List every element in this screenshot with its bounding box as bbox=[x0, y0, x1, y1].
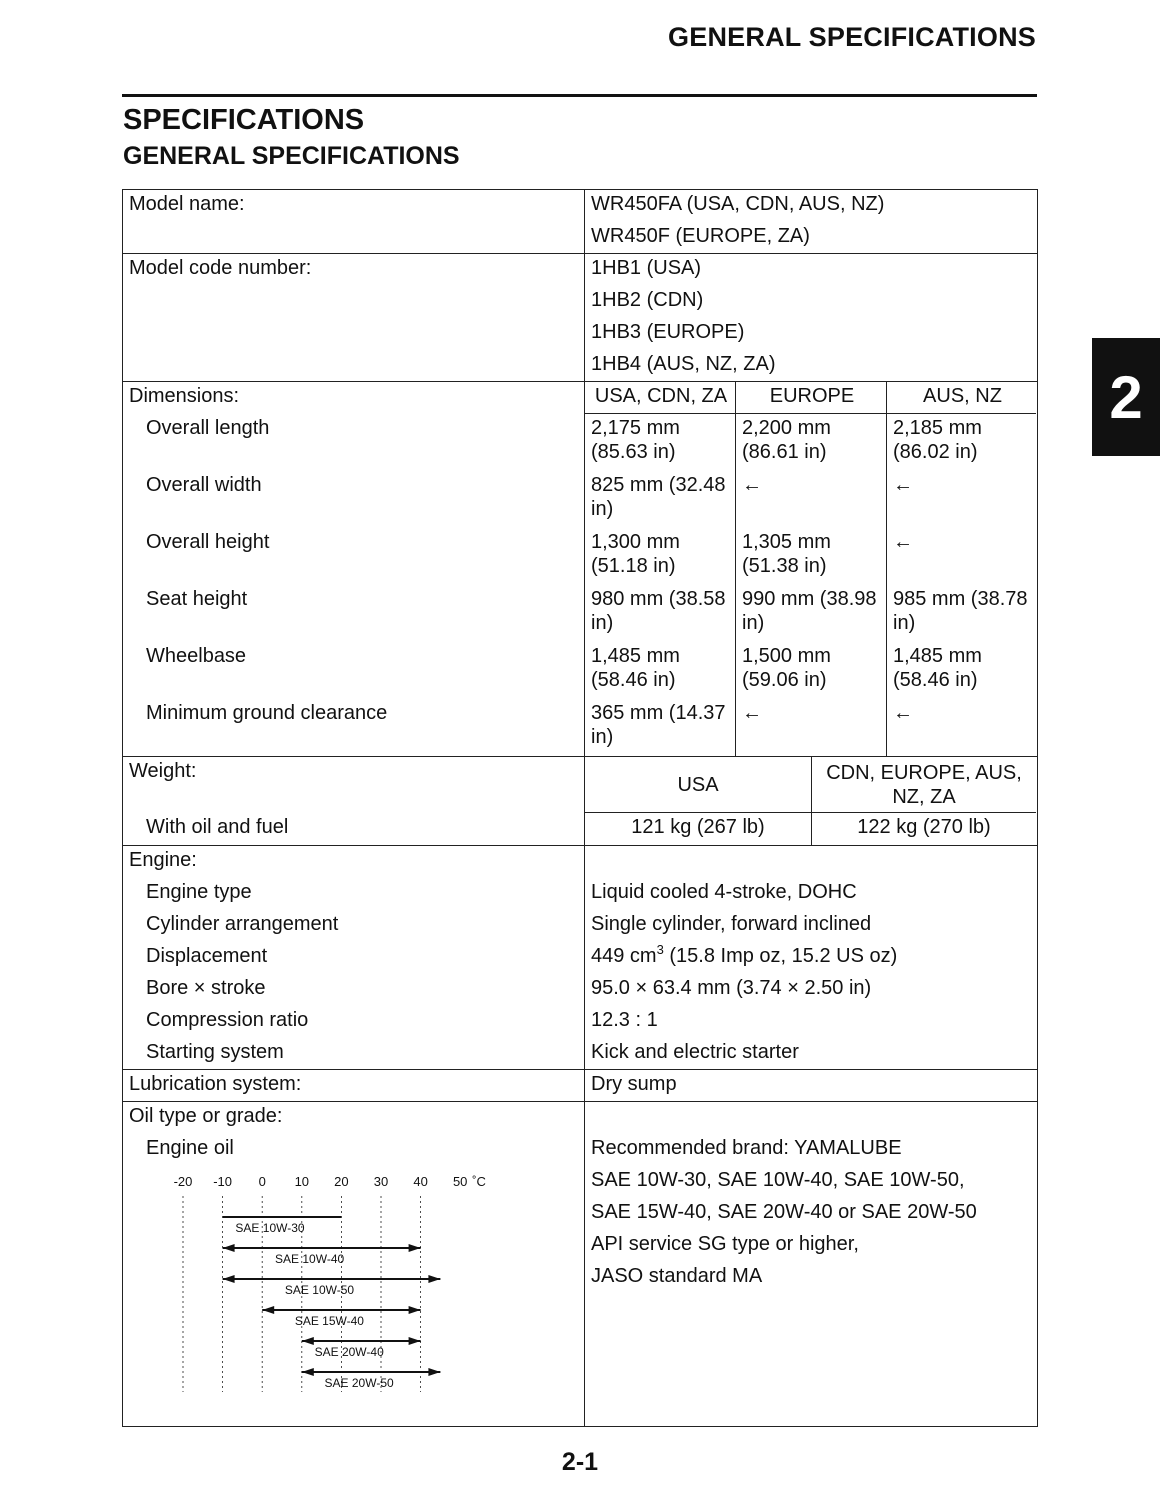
oil-line: API service SG type or higher, bbox=[591, 1232, 859, 1255]
oil-line: SAE 15W-40, SAE 20W-40 or SAE 20W-50 bbox=[591, 1200, 977, 1223]
model-code-value: 1HB4 (AUS, NZ, ZA) bbox=[585, 350, 1038, 382]
model-code-label: Model code number: bbox=[123, 254, 585, 286]
dimension-cell: ← bbox=[886, 699, 1036, 756]
lubrication-value: Dry sump bbox=[585, 1070, 1038, 1102]
oil-label: Oil type or grade: bbox=[123, 1102, 585, 1134]
engine-oil-label: Engine oil bbox=[123, 1134, 585, 1166]
dimensions-column-header: USA, CDN, ZA bbox=[585, 382, 735, 414]
range-arrowhead bbox=[223, 1275, 235, 1283]
dimension-row-label: Wheelbase bbox=[123, 642, 585, 699]
superscript: 3 bbox=[656, 941, 664, 957]
page-number: 2-1 bbox=[561, 1448, 599, 1476]
dimension-cell: 980 mm (38.58 in) bbox=[591, 588, 726, 634]
dimension-row-label: Overall length bbox=[123, 414, 585, 471]
dimensions-column-headers bbox=[585, 382, 1037, 414]
axis-tick-label: 20 bbox=[334, 1173, 349, 1189]
range-arrowhead bbox=[223, 1244, 235, 1252]
running-header: GENERAL SPECIFICATIONS bbox=[668, 22, 1036, 52]
weight-row-label: With oil and fuel bbox=[123, 813, 585, 846]
weight-cell: 121 kg (267 lb) bbox=[631, 816, 765, 838]
engine-row-label: Compression ratio bbox=[123, 1006, 585, 1038]
axis-tick-label: -10 bbox=[213, 1173, 232, 1189]
weight-column-header: USA bbox=[585, 757, 811, 813]
oil-lines bbox=[585, 1166, 1038, 1427]
spec-table bbox=[122, 189, 1038, 1427]
engine-row-value: 12.3 : 1 bbox=[585, 1006, 1038, 1038]
range-arrowhead bbox=[302, 1368, 314, 1376]
engine-row-label: Bore × stroke bbox=[123, 974, 585, 1006]
oil-chart-cell bbox=[123, 1166, 585, 1427]
axis-tick-label: 30 bbox=[373, 1173, 389, 1189]
dimensions-column-header: EUROPE bbox=[735, 382, 886, 414]
axis-tick-label: 40 bbox=[413, 1173, 428, 1189]
dimension-cell: 1,305 mm (51.38 in) bbox=[735, 528, 886, 585]
dimension-row-label: Seat height bbox=[123, 585, 585, 642]
weight-row bbox=[585, 813, 1037, 845]
engine-row-label: Engine type bbox=[123, 878, 585, 910]
dimension-cell: 2,175 mm (85.63 in) bbox=[591, 417, 680, 463]
model-code-value: 1HB3 (EUROPE) bbox=[585, 318, 1038, 350]
dimensions-label: Dimensions: bbox=[123, 382, 585, 415]
dimension-row-label: Overall width bbox=[123, 471, 585, 528]
oil-line: JASO standard MA bbox=[591, 1264, 763, 1287]
dimension-row bbox=[585, 642, 1037, 699]
dimension-cell: ← bbox=[886, 471, 1036, 528]
grade-label: SAE 15W-40 bbox=[294, 1313, 364, 1328]
engine-label: Engine: bbox=[123, 846, 585, 878]
engine-row-value: Kick and electric starter bbox=[585, 1038, 1038, 1070]
oil-line: SAE 10W-30, SAE 10W-40, SAE 10W-50, bbox=[591, 1168, 965, 1191]
model-name-value: WR450FA (USA, CDN, AUS, NZ) bbox=[585, 190, 1038, 222]
engine-row-label: Cylinder arrangement bbox=[123, 910, 585, 942]
dimension-row bbox=[585, 528, 1037, 585]
dimension-cell: 2,185 mm (86.02 in) bbox=[886, 414, 1036, 471]
range-arrowhead bbox=[409, 1306, 421, 1314]
section-title: SPECIFICATIONS bbox=[123, 104, 365, 136]
dimension-cell: ← bbox=[735, 699, 886, 756]
weight-column-header: CDN, EUROPE, AUS, NZ, ZA bbox=[811, 757, 1036, 813]
grade-label: SAE 10W-40 bbox=[275, 1251, 345, 1266]
engine-row-label: Displacement bbox=[123, 942, 585, 974]
dimension-cell: 1,500 mm (59.06 in) bbox=[735, 642, 886, 699]
oil-viscosity-chart bbox=[171, 1172, 511, 1417]
weight-label: Weight: bbox=[123, 757, 585, 814]
range-arrowhead bbox=[428, 1368, 440, 1376]
grade-label: SAE 10W-50 bbox=[284, 1282, 355, 1297]
axis-unit-label: ˚C bbox=[472, 1173, 486, 1189]
engine-row-value bbox=[585, 942, 1038, 974]
grade-label: SAE 20W-50 bbox=[324, 1375, 394, 1390]
chapter-tab: 2 bbox=[1092, 338, 1160, 456]
dimension-row bbox=[585, 585, 1037, 642]
grade-label: SAE 10W-30 bbox=[235, 1220, 305, 1235]
axis-tick-label: 50 bbox=[452, 1173, 468, 1189]
dimension-cell: 365 mm (14.37 in) bbox=[591, 702, 726, 748]
dimensions-column-header: AUS, NZ bbox=[886, 382, 1036, 414]
header-rule bbox=[122, 94, 1037, 97]
model-name-value: WR450F (EUROPE, ZA) bbox=[585, 222, 1038, 254]
range-arrowhead bbox=[409, 1337, 421, 1345]
range-arrowhead bbox=[409, 1244, 421, 1252]
weight-column-headers bbox=[585, 757, 1037, 813]
engine-row-value: Liquid cooled 4-stroke, DOHC bbox=[585, 878, 1038, 910]
engine-row-label: Starting system bbox=[123, 1038, 585, 1070]
model-name-label: Model name: bbox=[123, 190, 585, 222]
range-arrowhead bbox=[302, 1337, 314, 1345]
range-arrowhead bbox=[428, 1275, 440, 1283]
lubrication-label: Lubrication system: bbox=[123, 1070, 585, 1102]
dimension-cell: 990 mm (38.98 in) bbox=[735, 585, 886, 642]
model-code-value: 1HB2 (CDN) bbox=[585, 286, 1038, 318]
dimension-cell: 2,200 mm (86.61 in) bbox=[735, 414, 886, 471]
range-arrowhead bbox=[262, 1306, 274, 1314]
axis-tick-label: 0 bbox=[258, 1173, 266, 1189]
dimension-cell: 985 mm (38.78 in) bbox=[886, 585, 1036, 642]
dimension-row-label: Minimum ground clearance bbox=[123, 699, 585, 757]
dimension-row-label: Overall height bbox=[123, 528, 585, 585]
dimension-row bbox=[585, 471, 1037, 528]
dimension-row bbox=[585, 699, 1037, 756]
subsection-title: GENERAL SPECIFICATIONS bbox=[123, 142, 460, 170]
oil-line: Recommended brand: YAMALUBE bbox=[585, 1134, 1038, 1166]
dimension-cell: 1,300 mm (51.18 in) bbox=[591, 531, 680, 577]
engine-row-value: 95.0 × 63.4 mm (3.74 × 2.50 in) bbox=[585, 974, 1038, 1006]
model-code-value: 1HB1 (USA) bbox=[585, 254, 1038, 286]
displacement-value-suffix: (15.8 Imp oz, 15.2 US oz) bbox=[663, 944, 898, 967]
engine-row-value: Single cylinder, forward inclined bbox=[585, 910, 1038, 942]
dimension-row bbox=[585, 414, 1037, 471]
dimension-cell: ← bbox=[735, 471, 886, 528]
weight-cell: 122 kg (270 lb) bbox=[811, 813, 1036, 845]
dimension-cell: 1,485 mm (58.46 in) bbox=[591, 645, 680, 691]
displacement-value: 449 cm bbox=[591, 944, 657, 967]
dimension-cell: ← bbox=[886, 528, 1036, 585]
axis-tick-label: 10 bbox=[294, 1173, 310, 1189]
dimension-cell: 1,485 mm (58.46 in) bbox=[886, 642, 1036, 699]
grade-label: SAE 20W-40 bbox=[314, 1344, 384, 1359]
axis-tick-label: -20 bbox=[173, 1173, 193, 1189]
dimension-cell: 825 mm (32.48 in) bbox=[591, 474, 726, 520]
